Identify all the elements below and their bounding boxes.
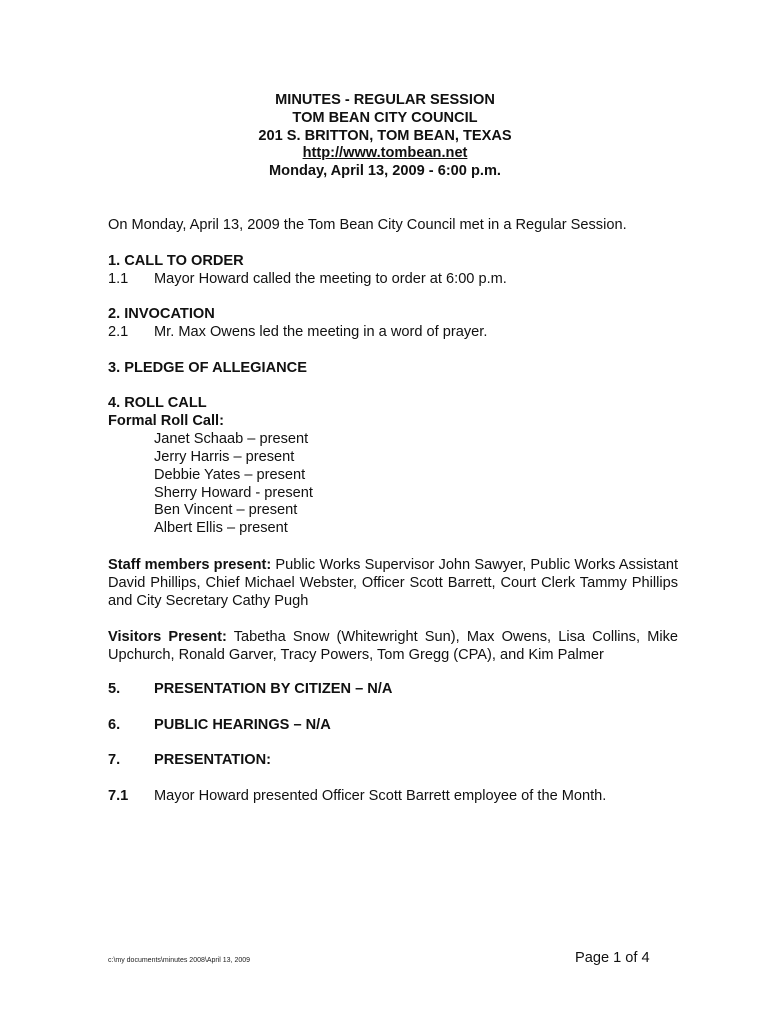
item-2-1-text: Mr. Max Owens led the meeting in a word of prayer. xyxy=(154,324,488,340)
header-date: Monday, April 13, 2009 - 6:00 p.m. xyxy=(269,163,501,180)
roll-call-member: Sherry Howard - present xyxy=(154,485,313,501)
visitors-text: Tabetha Snow (Whitewright Sun), Max Owens, Lisa Collins, Mike Upchurch, Ronald Garver, Tracy Powers, Tom Gregg (CPA), and Kim Palmer xyxy=(108,629,679,663)
section-6-heading: PUBLIC HEARINGS – N/A xyxy=(154,717,331,733)
roll-call-member: Ben Vincent – present xyxy=(154,502,298,518)
section-1-heading: 1. CALL TO ORDER xyxy=(108,253,244,269)
item-2-1-number: 2.1 xyxy=(108,324,129,340)
roll-call-member: Janet Schaab – present xyxy=(154,431,309,447)
item-1-1-text: Mayor Howard called the meeting to order at 6:00 p.m. xyxy=(154,271,507,287)
header-council: TOM BEAN CITY COUNCIL xyxy=(292,109,478,126)
roll-call-member: Albert Ellis – present xyxy=(154,520,288,536)
roll-call-member: Jerry Harris – present xyxy=(154,449,295,465)
footer-page-number: Page 1 of 4 xyxy=(575,950,650,966)
section-5-heading: PRESENTATION BY CITIZEN – N/A xyxy=(154,681,393,697)
staff-text: Public Works Supervisor John Sawyer, Public Works Assistant David Phillips, Chief Michael Webster, Officer Scott Barrett, Court Clerk Tammy Phillips and City Secretary Cathy Pugh xyxy=(108,557,678,609)
header-title: MINUTES - REGULAR SESSION xyxy=(275,92,495,108)
header-url-link[interactable]: http://www.tombean.net xyxy=(302,145,468,162)
section-7-heading: PRESENTATION: xyxy=(154,752,272,768)
section-6-number: 6. xyxy=(108,717,121,733)
visitors-label: Visitors Present: xyxy=(108,629,227,645)
item-7-1-text: Mayor Howard presented Officer Scott Barrett employee of the Month. xyxy=(154,788,607,804)
footer-file-path: c:\my documents\minutes 2008\April 13, 2009 xyxy=(108,957,251,964)
section-2-heading: 2. INVOCATION xyxy=(108,306,215,322)
section-3-heading: 3. PLEDGE OF ALLEGIANCE xyxy=(108,360,307,376)
staff-label: Staff members present: xyxy=(108,557,272,573)
document-header xyxy=(0,92,770,181)
section-5-number: 5. xyxy=(108,681,121,697)
item-1-1-number: 1.1 xyxy=(108,271,129,287)
header-address: 201 S. BRITTON, TOM BEAN, TEXAS xyxy=(258,127,512,144)
section-7-number: 7. xyxy=(108,752,121,768)
section-4-heading: 4. ROLL CALL xyxy=(108,395,207,411)
intro-text: On Monday, April 13, 2009 the Tom Bean City Council met in a Regular Session. xyxy=(108,217,627,233)
item-7-1-number: 7.1 xyxy=(108,788,129,804)
roll-call-subheading: Formal Roll Call: xyxy=(108,413,224,429)
staff-paragraph xyxy=(108,556,678,610)
visitors-paragraph xyxy=(108,628,678,664)
roll-call-member: Debbie Yates – present xyxy=(154,467,306,483)
